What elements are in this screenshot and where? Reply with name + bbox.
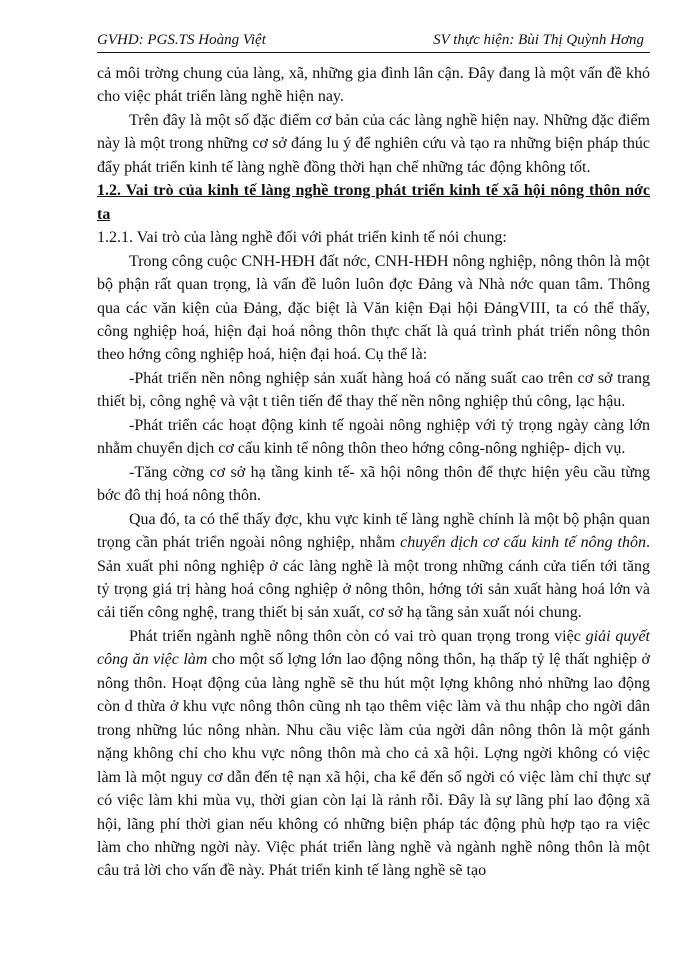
p5-before: Phát triển ngành nghề nông thôn còn có vai trò quan trọng trong việc	[129, 627, 586, 645]
paragraph-summary: Trên đây là một số đặc điểm cơ bản của các làng nghề hiện nay. Những đặc điểm này là một trong những cơ sở đáng lu ý để nghiên cứu và tạo ra những biện pháp thúc đẩy phát triển kinh tế làng nghề đồng thời hạn chế những tác động không tốt.	[97, 111, 650, 176]
section-heading: 1.2. Vai trò của kinh tế làng nghề trong phát triển kinh tế xã hội nông thôn nớc ta	[97, 182, 650, 223]
header-rule	[97, 52, 650, 53]
paragraph-restructuring	[97, 508, 650, 625]
paragraph-continuation: cả môi trờng chung của làng, xã, những gia đình lân cận. Đây đang là một vấn đề khó cho việc phát triển làng nghề hiện nay.	[97, 65, 650, 106]
bullet-agriculture: -Phát triển nền nông nghiệp sản xuất hàng hoá có năng suất cao trên cơ sở trang thiết bị, công nghệ và vật t tiên tiến để thay thế nền nông nghiệp thủ công, lạc hậu.	[97, 369, 650, 411]
p5-italic: giải quyết công ăn việc làm	[97, 627, 650, 669]
p4-after: . Sản xuất phi nông nghiệp ở các làng nghề là một trong những cánh cửa tiến tới tăng tỷ trọng giá trị hàng hoá công nghiệp ở nông thôn, hớng tới sản xuất hàng hoá lớn và cải tiến công nghệ, trang thiết bị sản xuất, cơ sở hạ tầng sản xuất nói chung.	[97, 534, 650, 622]
running-header	[97, 32, 650, 52]
p4-before: Qua đó, ta có thể thấy đợc, khu vực kinh tế làng nghề chính là một bộ phận quan trọng cần phát triển ngoài nông nghiệp, nhằm	[97, 510, 650, 552]
p4-italic: chuyển dịch cơ cấu kinh tế nông thôn	[400, 534, 646, 552]
bullet-nonfarm: -Phát triển các hoạt động kinh tế ngoài nông nghiệp với tỷ trọng ngày càng lớn nhằm chuyển dịch cơ cấu kinh tế nông thôn theo hớng công-nông nghiệp- dịch vụ.	[97, 416, 650, 458]
subsection-heading: 1.2.1. Vai trò của làng nghề đối với phát triển kinh tế nói chung:	[97, 229, 507, 247]
p5-after: cho một số lợng lớn lao động nông thôn, hạ thấp tỷ lệ thất nghiệp ở nông thôn. Hoạt động của làng nghề sẽ thu hút một lợng không nhỏ những lao động còn d thừa ở khu vực nông thôn cũng nh tạo thêm việc làm và thu nhập cho ngời dân trong những lúc nông nhàn. Nhu cầu việc làm của ngời dân nông thôn là một gánh nặng không chỉ cho khu vực nông thôn mà cho cả xã hội. Lợng ngời không có việc làm là một nguy cơ dẫn đến tệ nạn xã hội, cha kể đến số ngời có việc làm chỉ thực sự có việc làm khi mùa vụ, thời gian còn lại là rảnh rỗi. Đây là sự lãng phí lao động xã hội, lãng phí thời gian nếu không có những biện pháp tác động phù hợp tạo ra việc làm cho những ngời này. Việc phát triển làng nghề và ngành nghề nông thôn là một câu trả lời cho vấn đề này. Phát triển kinh tế làng nghề sẽ tạo	[97, 651, 650, 880]
header-student: SV thực hiện: Bùi Thị Quỳnh Hơng	[433, 32, 644, 48]
bullet-infrastructure: -Tăng cờng cơ sở hạ tầng kinh tế- xã hội nông thôn để thực hiện yêu cầu từng bớc đô thị hoá nông thôn.	[97, 463, 650, 505]
header-supervisor: GVHD: PGS.TS Hoàng Việt	[97, 32, 266, 48]
paragraph-industrialization: Trong công cuộc CNH-HĐH đất nớc, CNH-HĐH nông nghiệp, nông thôn là một bộ phận rất quan trọng, là vấn đề luôn luôn đợc Đảng và Nhà nớc quan tâm. Thông qua các văn kiện của Đảng, đặc biệt là Văn kiện Đại hội ĐảngVIII, ta có thể thấy, công nghiệp hoá, hiện đại hoá nông thôn thực chất là quá trình phát triển nông thôn theo hớng công nghiệp hoá, hiện đại hoá. Cụ thể là:	[97, 252, 650, 364]
paragraph-employment	[97, 625, 650, 883]
document-body	[97, 62, 650, 883]
